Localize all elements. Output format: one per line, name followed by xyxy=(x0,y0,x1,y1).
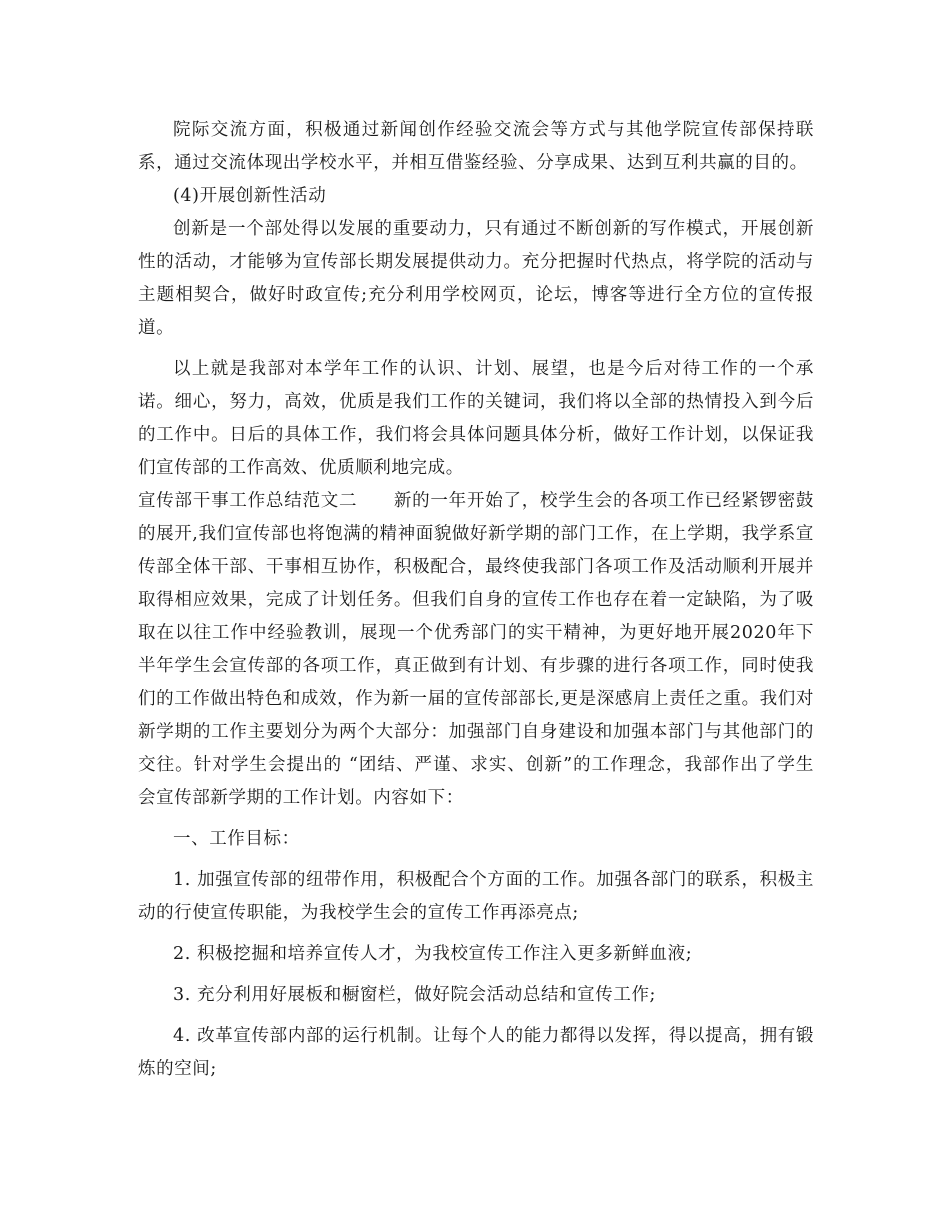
document-body xyxy=(138,114,814,1086)
paragraph-exchange: 院际交流方面，积极通过新闻创作经验交流会等方式与其他学院宣传部保持联系，通过交流体现出学校水平，并相互借鉴经验、分享成果、达到互利共赢的目的。 xyxy=(138,120,814,173)
list-item-goal-4: 4. 改革宣传部内部的运行机制。让每个人的能力都得以发挥，得以提高，拥有锻炼的空间; xyxy=(138,1026,814,1079)
paragraph-heading-innovation: (4)开展创新性活动 xyxy=(173,186,327,206)
list-item-goal-2: 2. 积极挖掘和培养宣传人才，为我校宣传工作注入更多新鲜血液; xyxy=(173,944,693,964)
list-item-goal-3: 3. 充分利用好展板和橱窗栏，做好院会活动总结和宣传工作; xyxy=(173,985,657,1005)
paragraph-sample-two: 宣传部干事工作总结范文二 新的一年开始了，校学生会的各项工作已经紧锣密鼓的展开,我们宣传部也将饱满的精神面貌做好新学期的部门工作，在上学期，我学系宣传部全体干部、干事相互协作，积极配合，最终使我部门各项工作及活动顺利开展并取得相应效果，完成了计划任务。但我们自身的宣传工作也存在着一定缺陷，为了吸取在以往工作中经验教训，展现一个优秀部门的实干精神，为更好地开展2020年下半年学生会宣传部的各项工作，真正做到有计划、有步骤的进行各项工作，同时使我们的工作做出特色和成效，作为新一届的宣传部部长,更是深感肩上责任之重。我们对新学期的工作主要划分为两个大部分：加强部门自身建设和加强本部门与其他部门的交往。针对学生会提出的 “团结、严谨、求实、创新”的工作理念，我部作出了学生会宣传部新学期的工作计划。内容如下： xyxy=(138,491,814,808)
paragraph-innovation: 创新是一个部处得以发展的重要动力，只有通过不断创新的写作模式，开展创新性的活动，才能够为宣传部长期发展提供动力。充分把握时代热点，将学院的活动与主题相契合，做好时政宣传;充分利用学校网页，论坛，博客等进行全方位的宣传报道。 xyxy=(138,219,814,338)
list-item-goal-1: 1. 加强宣传部的纽带作用，积极配合个方面的工作。加强各部门的联系，积极主动的行使宣传职能，为我校学生会的宣传工作再添亮点; xyxy=(138,870,814,923)
paragraph-heading-goals: 一、工作目标： xyxy=(173,829,300,849)
paragraph-conclusion: 以上就是我部对本学年工作的认识、计划、展望，也是今后对待工作的一个承诺。细心，努力，高效，优质是我们工作的关键词，我们将以全部的热情投入到今后的工作中。日后的具体工作，我们将会具体问题具体分析，做好工作计划，以保证我们宣传部的工作高效、优质顺利地完成。 xyxy=(138,359,814,478)
